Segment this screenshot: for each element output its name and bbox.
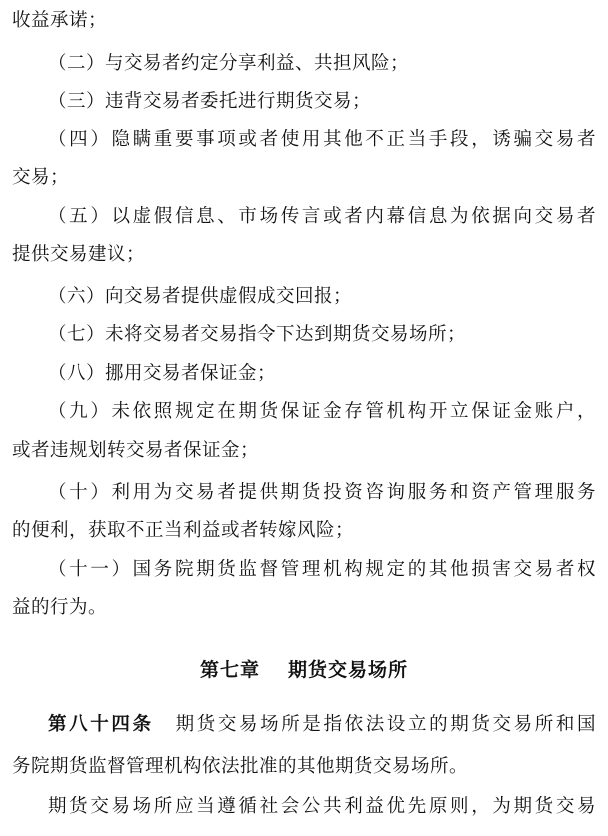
list-item-9: （九）未依照规定在期货保证金存管机构开立保证金账户， <box>48 401 596 422</box>
chapter-title: 期货交易场所 <box>288 659 409 681</box>
text-line: 收益承诺； <box>12 10 108 31</box>
article-text: 期货交易场所是指依法设立的期货交易所和国 <box>175 714 596 735</box>
article-line-2: 务院期货监督管理机构依法批准的其他期货交易场所。 <box>12 756 469 777</box>
article-line-3: 期货交易场所应当遵循社会公共利益优先原则，为期货交易 <box>48 796 596 817</box>
chapter-number: 第七章 <box>199 659 260 681</box>
list-item-11: （十一）国务院期货监督管理机构规定的其他损害交易者权 <box>48 559 596 580</box>
article-line-1 <box>0 710 608 740</box>
text-line: 的便利，获取不正当利益或者转嫁风险； <box>12 520 355 541</box>
text-line: 提供交易建议； <box>12 244 146 265</box>
list-item-8: （八）挪用交易者保证金； <box>48 363 277 384</box>
text-line: 或者违规划转交易者保证金； <box>12 440 260 461</box>
text-line: 交易； <box>12 167 70 188</box>
list-item-4: （四）隐瞒重要事项或者使用其他不正当手段，诱骗交易者 <box>48 129 596 150</box>
text-line: 益的行为。 <box>12 597 108 618</box>
chapter-heading <box>0 655 608 685</box>
list-item-3: （三）违背交易者委托进行期货交易； <box>48 91 372 112</box>
list-item-6: （六）向交易者提供虚假成交回报； <box>48 286 353 307</box>
list-item-10: （十）利用为交易者提供期货投资咨询服务和资产管理服务 <box>48 482 596 503</box>
article-label: 第八十四条 <box>48 714 154 735</box>
list-item-5: （五）以虚假信息、市场传言或者内幕信息为依据向交易者 <box>48 206 596 227</box>
list-item-2: （二）与交易者约定分享利益、共担风险； <box>48 53 410 74</box>
list-item-7: （七）未将交易者交易指令下达到期货交易场所； <box>48 324 467 345</box>
